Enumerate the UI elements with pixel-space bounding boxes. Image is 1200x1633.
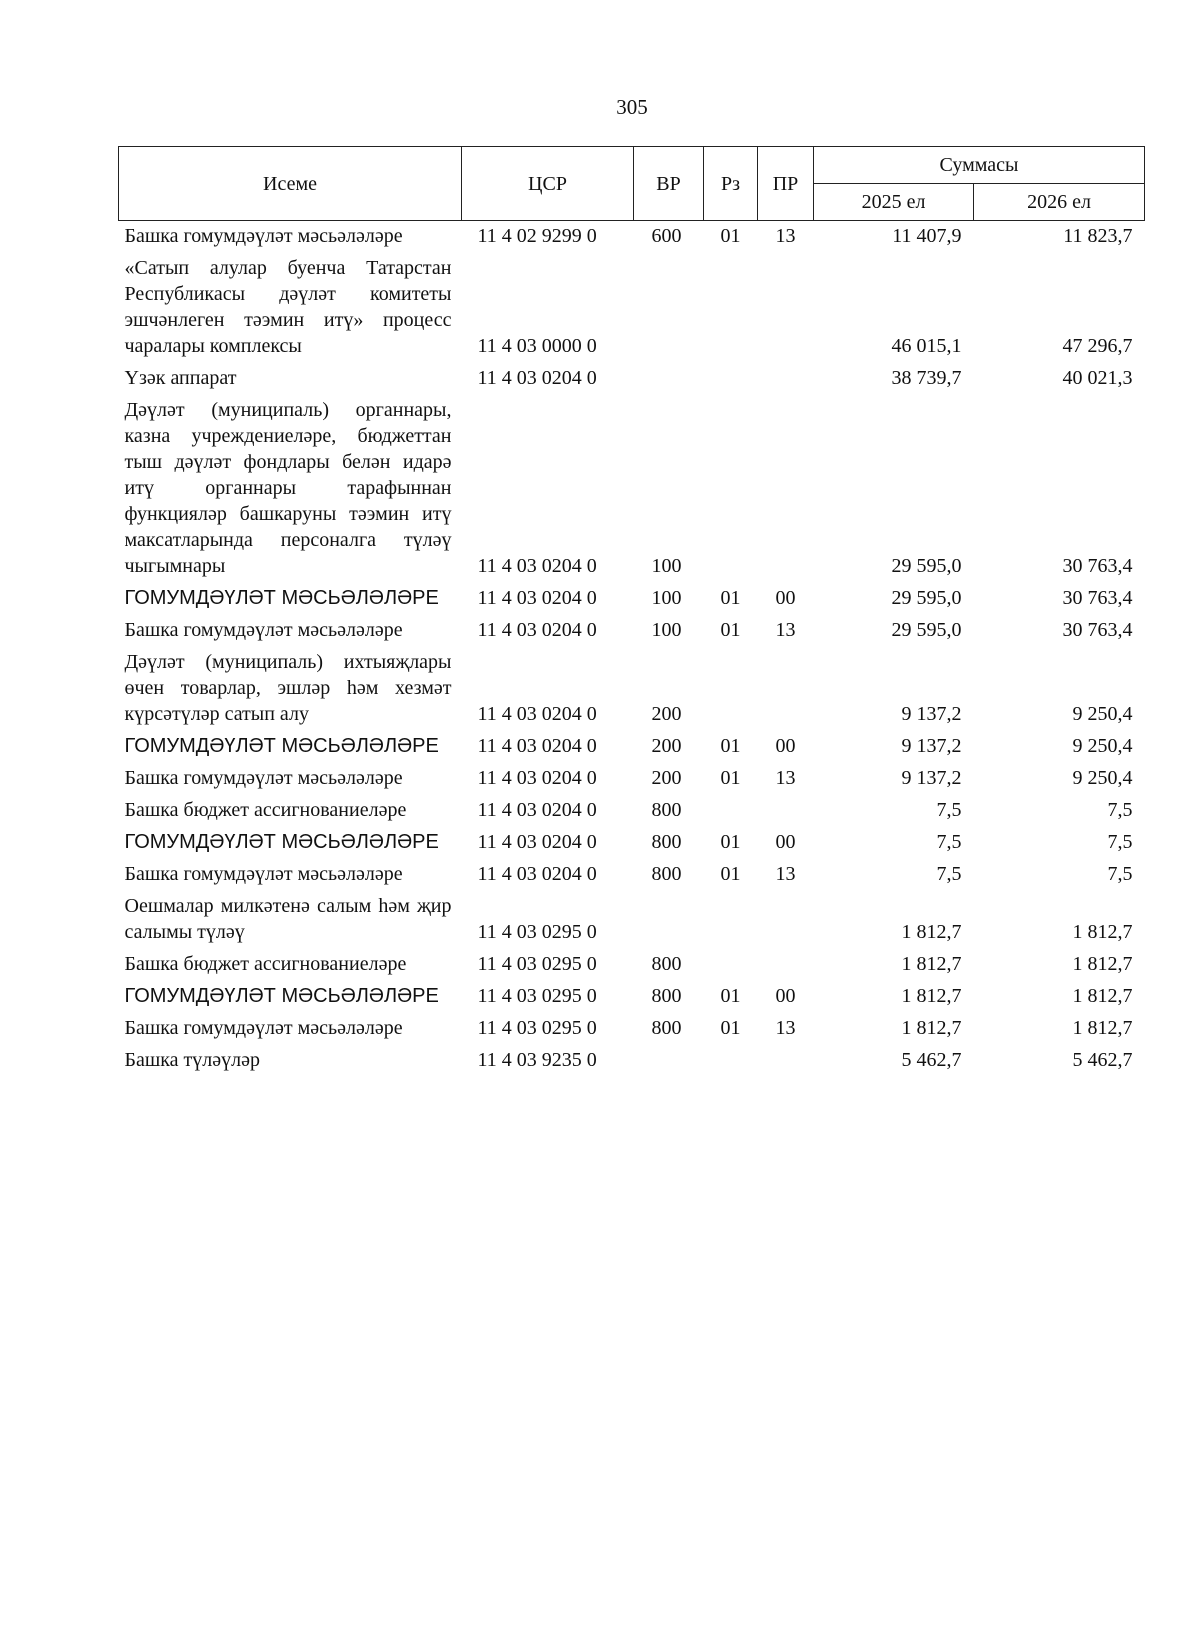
row-vr xyxy=(634,249,704,359)
row-sum-2026: 40 021,3 xyxy=(1062,367,1133,389)
table-row xyxy=(119,791,1145,823)
row-csr: 11 4 03 0204 0 xyxy=(477,367,597,389)
row-sum-2026: 30 763,4 xyxy=(1062,555,1133,577)
row-csr: 11 4 03 0204 0 xyxy=(477,799,597,821)
table-body xyxy=(119,221,1145,1074)
row-vr: 800 xyxy=(651,831,682,853)
row-pr xyxy=(758,643,814,727)
row-name: Башка гомумдәүләт мәсьәләләре xyxy=(124,863,403,885)
table-row xyxy=(119,249,1145,359)
row-sum-2026: 5 462,7 xyxy=(1072,1049,1133,1071)
row-name: ГОМУМДӘҮЛӘТ МӘСЬӘЛӘЛӘРЕ xyxy=(124,985,439,1007)
header-pr: ПР xyxy=(758,147,814,221)
row-sum-2025: 38 739,7 xyxy=(891,367,962,389)
row-rz xyxy=(704,391,758,579)
row-name: Башка гомумдәүләт мәсьәләләре xyxy=(124,225,403,247)
row-sum-2025: 29 595,0 xyxy=(891,619,962,641)
row-sum-2026: 1 812,7 xyxy=(1072,921,1133,943)
row-csr: 11 4 03 0204 0 xyxy=(477,767,597,789)
row-sum-2026: 30 763,4 xyxy=(1062,619,1133,641)
row-csr: 11 4 03 0204 0 xyxy=(477,831,597,853)
row-vr: 100 xyxy=(651,587,682,609)
row-csr: 11 4 03 0204 0 xyxy=(477,587,597,609)
row-pr: 13 xyxy=(775,767,796,789)
row-sum-2025: 7,5 xyxy=(936,863,962,885)
row-name: Дәүләт (муниципаль) органнары, казна учреждениеләре, бюджеттан тыш дәүләт фондлары белән идарә итү органнары тарафыннан функцияләр башкаруны тәэмин итү максатларында персоналга түләү чыгымнары xyxy=(124,399,452,577)
row-pr: 13 xyxy=(775,1017,796,1039)
table-row xyxy=(119,1041,1145,1073)
row-csr: 11 4 03 0295 0 xyxy=(477,985,597,1007)
row-rz: 01 xyxy=(720,587,741,609)
table-row xyxy=(119,727,1145,759)
page-number: 305 xyxy=(616,95,648,119)
row-sum-2025: 9 137,2 xyxy=(901,735,962,757)
row-pr xyxy=(758,391,814,579)
table-row xyxy=(119,391,1145,579)
row-sum-2025: 11 407,9 xyxy=(892,225,962,247)
row-vr xyxy=(634,359,704,391)
row-name: ГОМУМДӘҮЛӘТ МӘСЬӘЛӘЛӘРЕ xyxy=(124,735,439,757)
row-rz: 01 xyxy=(720,831,741,853)
row-rz: 01 xyxy=(720,735,741,757)
row-name: Башка түләүләр xyxy=(124,1049,261,1071)
row-csr: 11 4 02 9299 0 xyxy=(477,225,597,247)
row-name: ГОМУМДӘҮЛӘТ МӘСЬӘЛӘЛӘРЕ xyxy=(124,587,439,609)
table-row xyxy=(119,887,1145,945)
row-name: «Сатып алулар буенча Татарстан Республикасы дәүләт комитеты эшчәнлеген тәэмин итү» процесс чаралары комплексы xyxy=(124,257,452,357)
row-rz: 01 xyxy=(720,619,741,641)
budget-table xyxy=(118,146,1145,1073)
row-sum-2026: 1 812,7 xyxy=(1072,985,1133,1007)
row-vr: 600 xyxy=(651,225,682,247)
row-rz: 01 xyxy=(720,225,741,247)
header-year-2026: 2026 ел xyxy=(974,184,1145,221)
row-sum-2025: 1 812,7 xyxy=(901,1017,962,1039)
table-row xyxy=(119,977,1145,1009)
row-sum-2025: 9 137,2 xyxy=(901,767,962,789)
row-sum-2026: 9 250,4 xyxy=(1072,767,1133,789)
row-sum-2025: 7,5 xyxy=(936,831,962,853)
row-rz: 01 xyxy=(720,985,741,1007)
row-sum-2026: 1 812,7 xyxy=(1072,1017,1133,1039)
row-name: Үзәк аппарат xyxy=(124,367,237,389)
row-rz: 01 xyxy=(720,767,741,789)
row-rz xyxy=(704,1041,758,1073)
table-row xyxy=(119,759,1145,791)
row-csr: 11 4 03 0204 0 xyxy=(477,735,597,757)
row-sum-2026: 47 296,7 xyxy=(1062,335,1133,357)
header-rz: Рз xyxy=(704,147,758,221)
row-vr: 200 xyxy=(651,735,682,757)
row-sum-2026: 7,5 xyxy=(1107,831,1133,853)
row-rz: 01 xyxy=(720,863,741,885)
row-pr xyxy=(758,249,814,359)
row-pr: 00 xyxy=(775,735,796,757)
row-vr: 200 xyxy=(651,767,682,789)
header-name: Исеме xyxy=(119,147,462,221)
table-row xyxy=(119,579,1145,611)
table-row xyxy=(119,611,1145,643)
row-pr xyxy=(758,1041,814,1073)
row-pr xyxy=(758,945,814,977)
header-year-2025: 2025 ел xyxy=(814,184,974,221)
row-csr: 11 4 03 0295 0 xyxy=(477,953,597,975)
row-csr: 11 4 03 0295 0 xyxy=(477,1017,597,1039)
row-vr: 200 xyxy=(651,703,682,725)
row-sum-2026: 7,5 xyxy=(1107,799,1133,821)
row-pr xyxy=(758,791,814,823)
row-pr: 13 xyxy=(775,619,796,641)
row-sum-2026: 9 250,4 xyxy=(1072,703,1133,725)
row-sum-2025: 5 462,7 xyxy=(901,1049,962,1071)
row-csr: 11 4 03 0204 0 xyxy=(477,619,597,641)
row-name: Башка гомумдәүләт мәсьәләләре xyxy=(124,619,403,641)
row-csr: 11 4 03 0204 0 xyxy=(477,703,597,725)
row-sum-2025: 7,5 xyxy=(936,799,962,821)
row-sum-2026: 1 812,7 xyxy=(1072,953,1133,975)
row-pr xyxy=(758,887,814,945)
row-csr: 11 4 03 0204 0 xyxy=(477,555,597,577)
row-vr: 800 xyxy=(651,953,682,975)
row-pr: 00 xyxy=(775,587,796,609)
header-csr: ЦСР xyxy=(462,147,634,221)
row-vr: 800 xyxy=(651,799,682,821)
row-vr xyxy=(634,1041,704,1073)
row-vr: 800 xyxy=(651,863,682,885)
row-name: Башка бюджет ассигнованиеләре xyxy=(124,953,407,975)
row-csr: 11 4 03 0000 0 xyxy=(477,335,597,357)
row-rz xyxy=(704,945,758,977)
row-name: Оешмалар милкәтенә салым һәм җир салымы түләү xyxy=(124,895,452,943)
row-sum-2026: 9 250,4 xyxy=(1072,735,1133,757)
row-csr: 11 4 03 9235 0 xyxy=(477,1049,597,1071)
row-sum-2025: 29 595,0 xyxy=(891,555,962,577)
row-csr: 11 4 03 0295 0 xyxy=(477,921,597,943)
header-vr: ВР xyxy=(634,147,704,221)
row-sum-2025: 46 015,1 xyxy=(891,335,962,357)
row-vr xyxy=(634,887,704,945)
table-row xyxy=(119,221,1145,250)
row-name: ГОМУМДӘҮЛӘТ МӘСЬӘЛӘЛӘРЕ xyxy=(124,831,439,853)
row-rz xyxy=(704,359,758,391)
row-name: Дәүләт (муниципаль) ихтыяҗлары өчен товарлар, эшләр һәм хезмәт күрсәтүләр сатып алу xyxy=(124,651,452,725)
row-pr: 13 xyxy=(775,863,796,885)
table-row xyxy=(119,359,1145,391)
row-rz xyxy=(704,643,758,727)
row-pr: 00 xyxy=(775,831,796,853)
table-row xyxy=(119,855,1145,887)
table-row xyxy=(119,643,1145,727)
row-pr: 00 xyxy=(775,985,796,1007)
row-csr: 11 4 03 0204 0 xyxy=(477,863,597,885)
row-rz xyxy=(704,887,758,945)
row-name: Башка гомумдәүләт мәсьәләләре xyxy=(124,767,403,789)
row-sum-2025: 29 595,0 xyxy=(891,587,962,609)
table-row xyxy=(119,945,1145,977)
row-rz xyxy=(704,249,758,359)
row-vr: 800 xyxy=(651,985,682,1007)
row-vr: 800 xyxy=(651,1017,682,1039)
row-pr xyxy=(758,359,814,391)
table-header xyxy=(119,147,1145,221)
table-row xyxy=(119,823,1145,855)
table-row xyxy=(119,1009,1145,1041)
row-sum-2026: 7,5 xyxy=(1107,863,1133,885)
row-sum-2025: 9 137,2 xyxy=(901,703,962,725)
row-vr: 100 xyxy=(651,619,682,641)
row-sum-2025: 1 812,7 xyxy=(901,921,962,943)
row-rz xyxy=(704,791,758,823)
row-sum-2025: 1 812,7 xyxy=(901,985,962,1007)
row-name: Башка гомумдәүләт мәсьәләләре xyxy=(124,1017,403,1039)
row-sum-2025: 1 812,7 xyxy=(901,953,962,975)
row-pr: 13 xyxy=(775,225,796,247)
header-sums: Суммасы xyxy=(814,147,1145,184)
row-rz: 01 xyxy=(720,1017,741,1039)
row-vr: 100 xyxy=(651,555,682,577)
row-sum-2026: 30 763,4 xyxy=(1062,587,1133,609)
row-name: Башка бюджет ассигнованиеләре xyxy=(124,799,407,821)
row-sum-2026: 11 823,7 xyxy=(1063,225,1133,247)
